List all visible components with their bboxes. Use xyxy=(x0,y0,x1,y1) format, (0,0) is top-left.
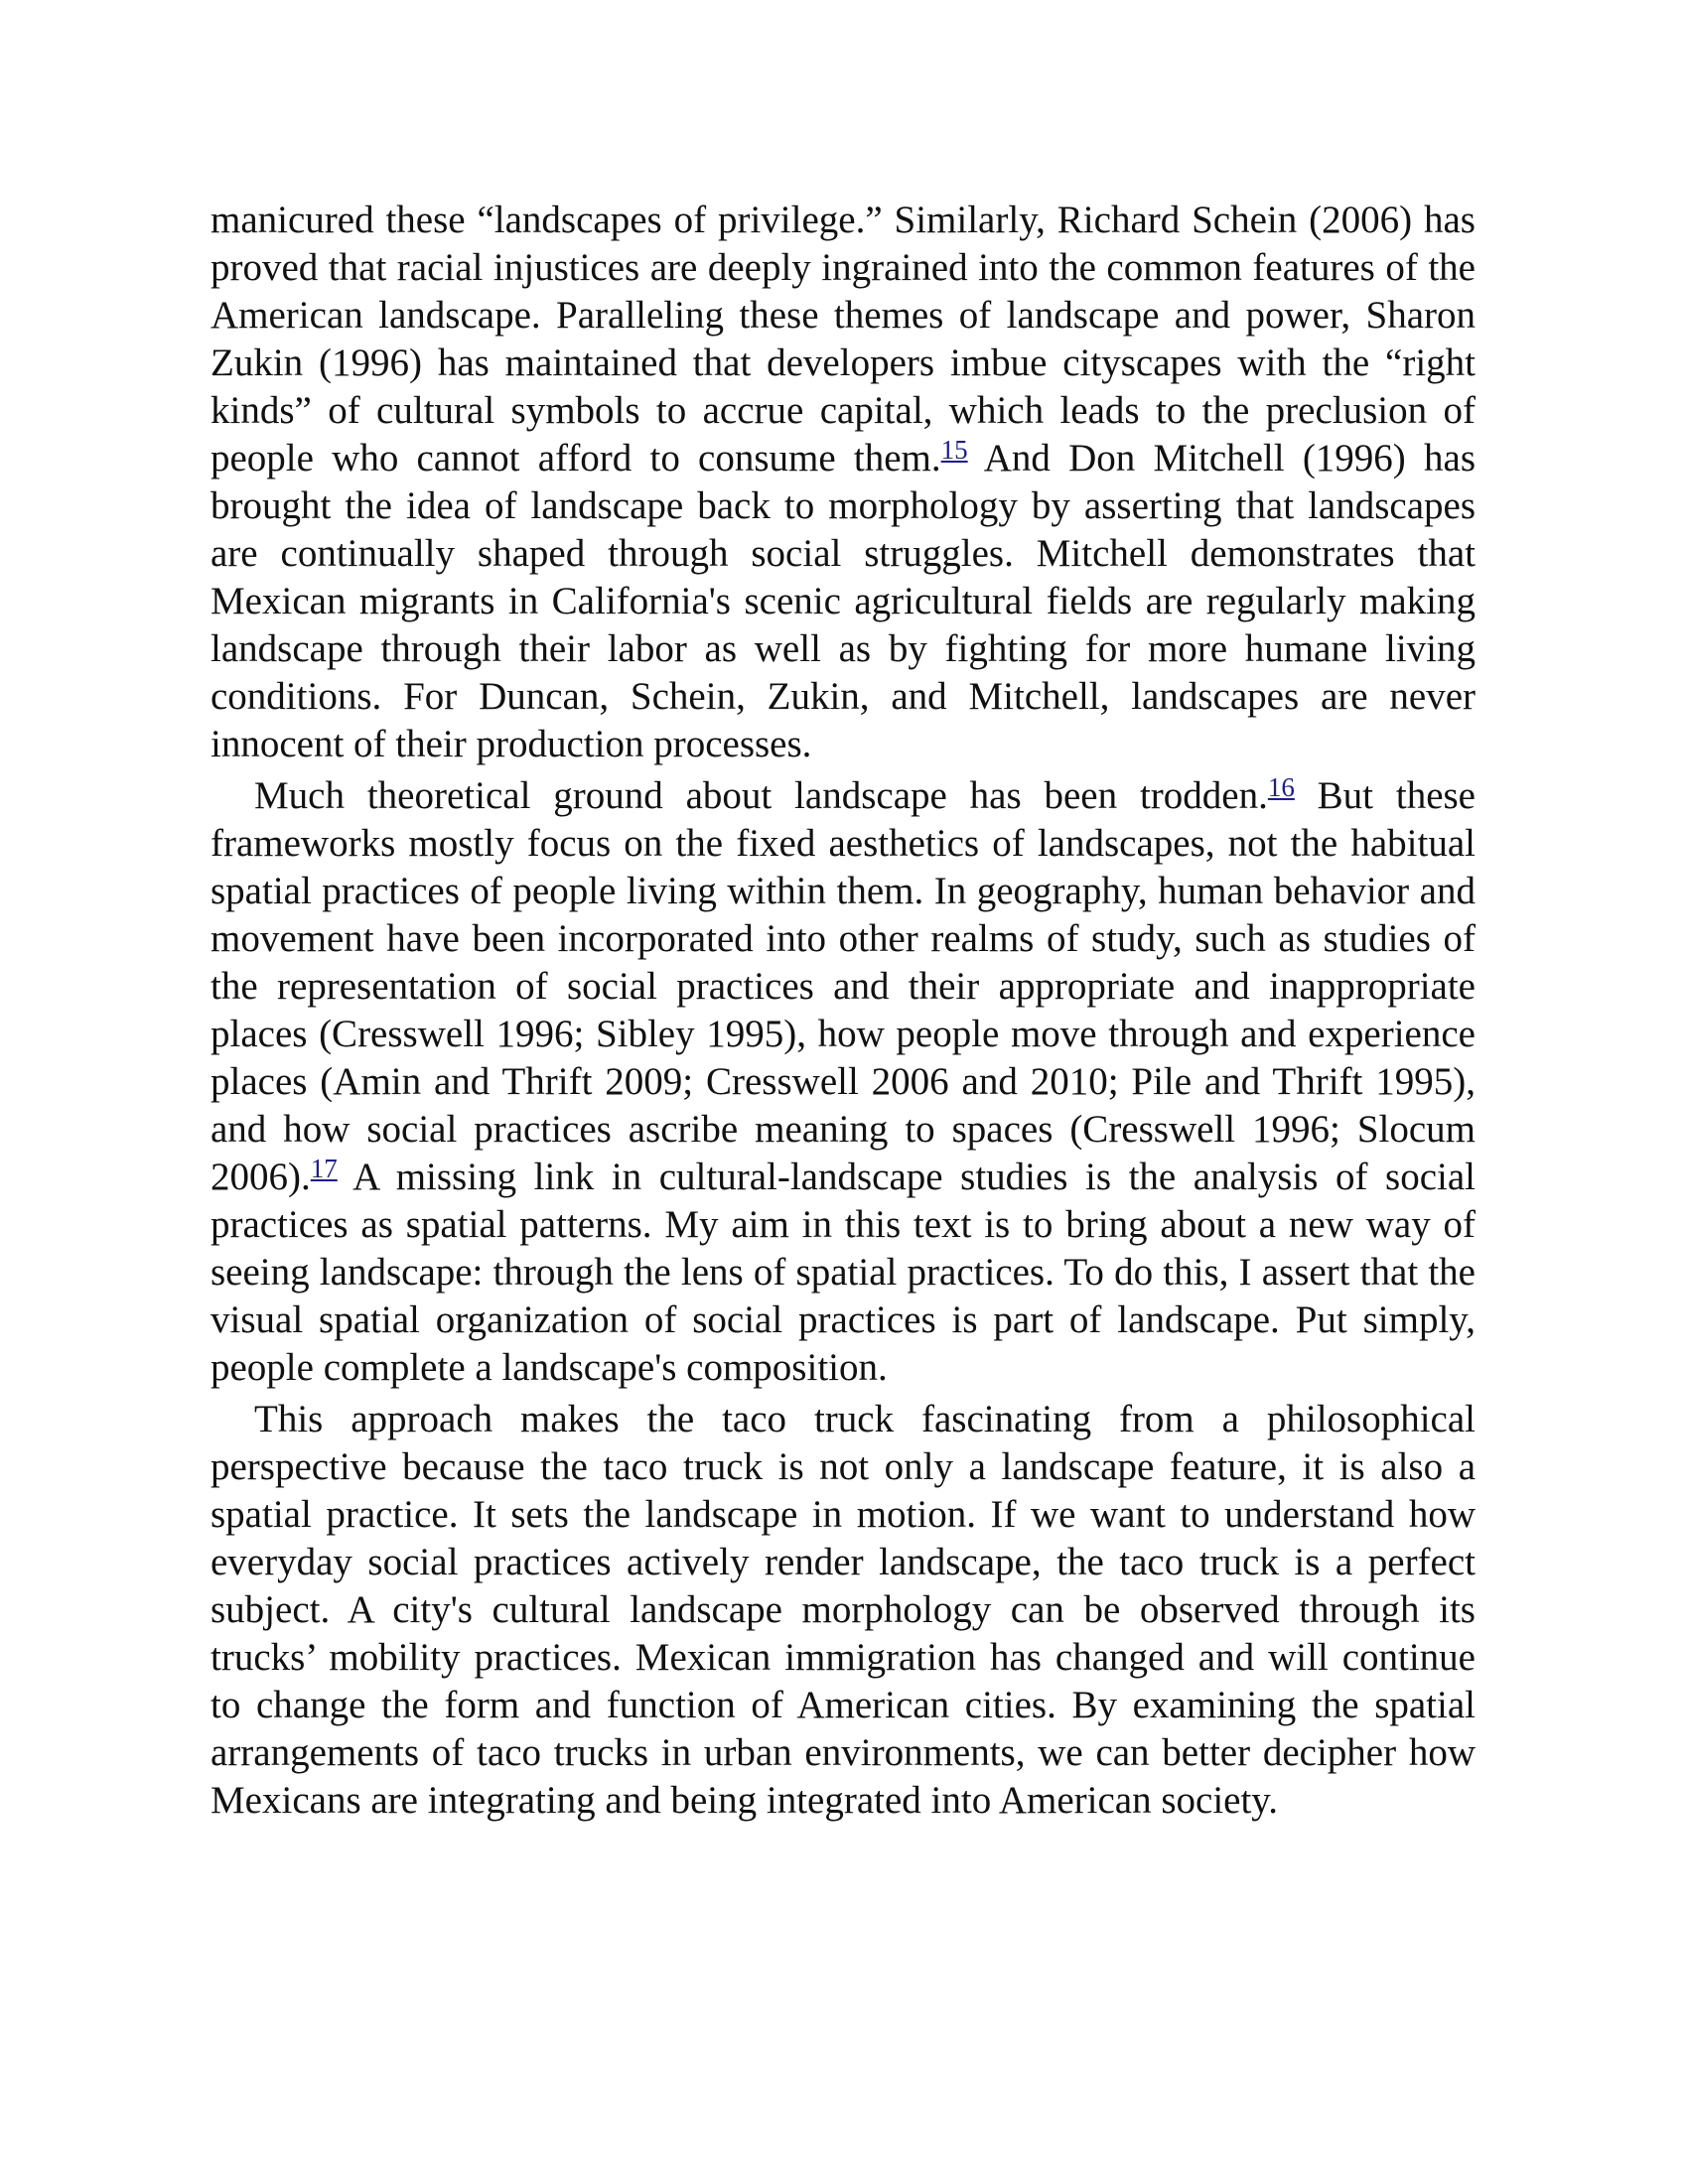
paragraph-3 xyxy=(211,1396,1476,1825)
footnote-link-16[interactable]: 16 xyxy=(1267,772,1295,802)
paragraph-text: But these frameworks mostly focus on the fixed aesthetics of landscapes, not the habitual spatial practices of people living within them. In geography, human behavior and movement have been incorporated into other realms of study, such as studies of the representation of social practices and their appropriate and inappropriate places (Cresswell 1996; Sibley 1995), how people move through and experience places (Amin and Thrift 2009; Cresswell 2006 and 2010; Pile and Thrift 1995), and how social practices ascribe meaning to spaces (Cresswell 1996; Slocum 2006). xyxy=(211,774,1476,1198)
footnote-link-17[interactable]: 17 xyxy=(310,1154,338,1183)
footnote-link-15[interactable]: 15 xyxy=(940,435,968,465)
paragraph-1 xyxy=(211,197,1476,768)
paragraph-2 xyxy=(211,772,1476,1392)
paragraph-text: This approach makes the taco truck fascinating from a philosophical perspective because the taco truck is not only a landscape feature, it is also a spatial practice. It sets the landscape in motion. If we want to understand how everyday social practices actively render landscape, the taco truck is a perfect subject. A city's cultural landscape morphology can be observed through its trucks’ mobility practices. Mexican immigration has changed and will continue to change the form and function of American cities. By examining the spatial arrangements of taco trucks in urban environments, we can better decipher how Mexicans are integrating and being integrated into American society. xyxy=(211,1398,1476,1822)
paragraph-text: Much theoretical ground about landscape has been trodden. xyxy=(254,774,1268,817)
document-page xyxy=(211,197,1476,1825)
paragraph-text: manicured these “landscapes of privilege.” Similarly, Richard Schein (2006) has proved that racial injustices are deeply ingrained into the common features of the American landscape. Paralleling these themes of landscape and power, Sharon Zukin (1996) has maintained that developers imbue cityscapes with the “right kinds” of cultural symbols to accrue capital, which leads to the preclusion of people who cannot afford to consume them. xyxy=(211,199,1476,479)
paragraph-text: And Don Mitchell (1996) has brought the idea of landscape back to morphology by asserting that landscapes are continually shaped through social struggles. Mitchell demonstrates that Mexican migrants in California's scenic agricultural fields are regularly making landscape through their labor as well as by fighting for more humane living conditions. For Duncan, Schein, Zukin, and Mitchell, landscapes are never innocent of their production processes. xyxy=(211,437,1476,765)
paragraph-text: A missing link in cultural-landscape studies is the analysis of social practices as spatial patterns. My aim in this text is to bring about a new way of seeing landscape: through the lens of spatial practices. To do this, I assert that the visual spatial organization of social practices is part of landscape. Put simply, people complete a landscape's composition. xyxy=(211,1156,1476,1389)
